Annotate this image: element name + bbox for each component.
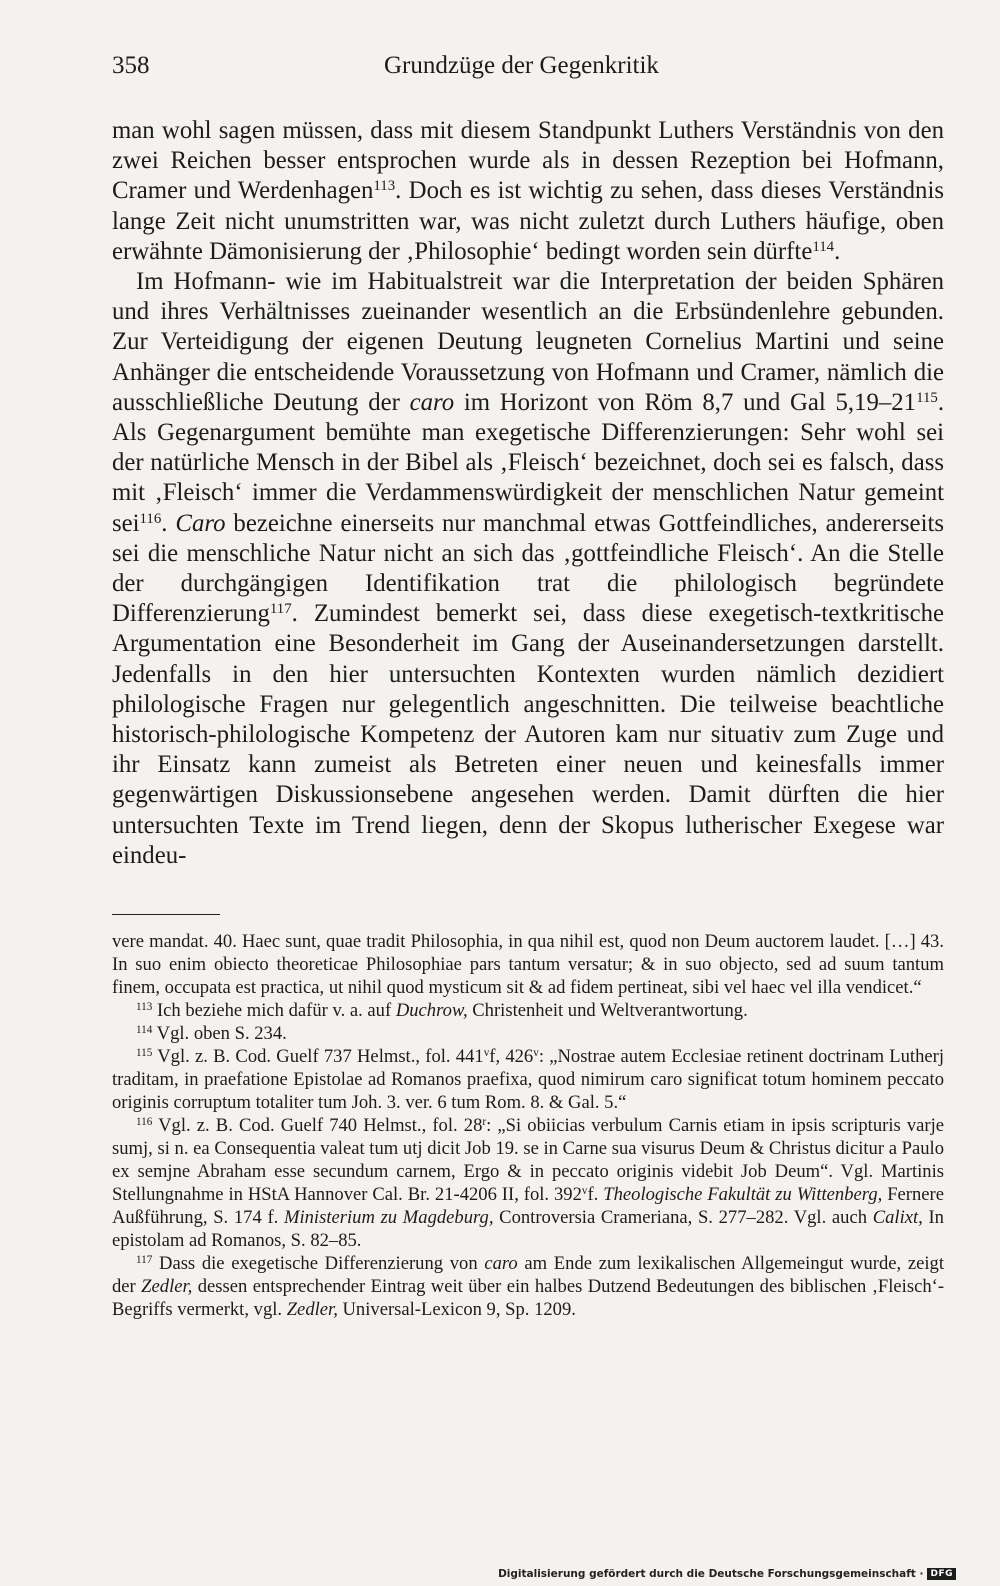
footnote-ref-114[interactable]: 114	[812, 238, 835, 255]
footnote-number: 114	[136, 1023, 153, 1036]
author-name: Duchrow,	[395, 1000, 468, 1021]
italic-term: caro	[409, 388, 455, 416]
page-header	[112, 52, 942, 88]
footnotes	[112, 930, 944, 1321]
paragraph-1	[112, 116, 944, 267]
footnote-115	[112, 1045, 944, 1114]
folio-side: v	[581, 1184, 588, 1197]
text-run: .	[161, 509, 176, 537]
text-run: : „Si obiicias verbulum Carnis etiam in ipsis scripturis varje sumj, si n. ea Consequentia valeat tum utj dicit Job 19. se in Carne sua visurus Deum & Christus dicitur a Paulo ex semjne Abraham esse secundum carnem, Ergo & in peccato originis videbit Job Deum“. Vgl. Martinis Stellungnahme in HStA Hannover Cal. Br. 21-4206 II, fol. 392	[112, 1115, 944, 1205]
footnote-116	[112, 1114, 944, 1252]
folio-side: v	[533, 1046, 539, 1059]
digitization-credit	[498, 1568, 956, 1580]
text-run: : „Nostrae autem Ecclesiae retinent doctrinam Lutherj traditam, in praefatione Epistolae ad Romanos praefixa, quod nimirum caro significat totum hominem peccato originis corruptum totaliter tum Joh. 3. ver. 6 tum Rom. 8. & Gal. 5.“	[112, 1046, 944, 1113]
text-run: Vgl. z. B. Cod. Guelf 740 Helmst., fol. 28	[152, 1115, 483, 1136]
footnote-number: 116	[136, 1115, 153, 1128]
main-text	[112, 116, 944, 871]
text-run: . Zumindest bemerkt sei, dass diese exegetisch-textkritische Argumentation eine Besonderheit im Gang der Auseinandersetzungen darstellt. Jedenfalls in den hier untersuchten Kontexten wurden nämlich dezidiert philologische Fragen nur gelegentlich angeschnitten. Die teilweise beachtliche historisch-philologische Kompetenz der Autoren kam nur situativ zum Zuge und ihr Einsatz kann zumeist als Betreten einer neuen und keinesfalls immer gegenwärtigen Diskussionsebene angesehen werden. Damit dürften die hier untersuchten Texte im Trend liegen, denn der Skopus lutherischer Exegese war eindeu-	[112, 600, 944, 869]
italic-source: Ministerium zu Magdeburg,	[283, 1207, 494, 1228]
author-name: Zedler,	[286, 1299, 338, 1320]
text-run: .	[834, 237, 841, 265]
text-run: f, 426	[489, 1046, 534, 1067]
running-title: Grundzüge der Gegenkritik	[384, 52, 659, 79]
footnote-ref-116[interactable]: 116	[139, 510, 162, 527]
text-run: dessen entsprechender Eintrag weit über ein halbes Dutzend Bedeutungen des biblischen ‚Fleisch‘-Begriffs vermerkt, vgl.	[112, 1276, 945, 1320]
author-name: Calixt,	[872, 1207, 923, 1228]
text-run: bezeichne einerseits nur manchmal etwas Gottfeindliches, andererseits sei die menschliche Natur nicht an sich das ‚gottfeindliche Fleisch‘. An die Stelle der durchgängigen Identifikation trat die philologisch begründete Differenzierung	[112, 509, 944, 628]
footnote-separator	[112, 914, 220, 915]
text-run: . Als Gegenargument bemühte man exegetische Differenzierungen: Sehr wohl sei der natürliche Mensch in der Bibel als ‚Fleisch‘ bezeichnet, doch sei es falsch, dass mit ‚Fleisch‘ immer die Verdammenswürdigkeit der menschlichen Natur gemeint sei	[112, 388, 945, 537]
footnote-number: 113	[136, 1000, 153, 1013]
italic-term: Caro	[175, 509, 226, 537]
paragraph-2	[112, 267, 944, 871]
footnote-ref-117[interactable]: 117	[269, 601, 292, 618]
footnote-114	[112, 1022, 944, 1045]
text-run: In epistolam ad Romanos, S. 82–85.	[112, 1207, 944, 1251]
footnote-113	[112, 999, 944, 1022]
text-run: Vgl. z. B. Cod. Guelf 737 Helmst., fol. 441	[152, 1046, 484, 1067]
page-number: 358	[112, 52, 150, 79]
author-name: Zedler,	[141, 1276, 193, 1297]
text-run: Dass die exegetische Differenzierung von	[152, 1253, 485, 1274]
dfg-logo: DFG	[927, 1568, 956, 1580]
footnote-number: 115	[136, 1046, 153, 1059]
footnote-number: 117	[136, 1253, 153, 1266]
text-run: Controversia Crameriana, S. 277–282. Vgl. auch	[493, 1207, 873, 1228]
italic-source: Theologische Fakultät zu Wittenberg,	[603, 1184, 883, 1205]
credit-text: Digitalisierung gefördert durch die Deutsche Forschungsgemeinschaft ·	[498, 1568, 924, 1580]
footnote-ref-113[interactable]: 113	[373, 178, 396, 195]
italic-term: caro	[484, 1253, 518, 1274]
footnote-continuation	[112, 930, 944, 999]
text-run: man wohl sagen müssen, dass mit diesem Standpunkt Luthers Verständnis von den zwei Reichen besser entsprochen wurde als in dessen Rezeption bei Hofmann, Cramer und Werdenhagen	[112, 117, 944, 205]
text-run: Vgl. oben S. 234.	[152, 1023, 287, 1044]
text-run: Im Hofmann- wie im Habitualstreit war die Interpretation der beiden Sphären und ihres Verhältnisses zueinander wesentlich an die Erbsündenlehre gebunden. Zur Verteidigung der eigenen Deutung leugneten Cornelius Martini und seine Anhänger die entscheidende Voraussetzung von Hofmann und Cramer, nämlich die ausschließliche Deutung der	[112, 268, 944, 416]
text-run: Fernere Außführung, S. 174 f.	[112, 1184, 944, 1228]
footnote-117	[112, 1252, 944, 1321]
text-run: vere mandat. 40. Haec sunt, quae tradit Philosophia, in qua nihil est, quod non Deum auctorem laudet. […] 43. In suo enim obiecto theoreticae Philosophiae pars tantum versatur; & in suo objecto, sed ad suum tantum finem, occupata est practica, ut nihil quod mysticum sit & ad fidem pertineat, sibi vel haec vel illa vendicet.“	[112, 931, 944, 998]
text-run: f.	[587, 1184, 604, 1205]
text-run: Christenheit und Weltverantwortung.	[467, 1000, 748, 1021]
text-run: Ich beziehe mich dafür v. a. auf	[152, 1000, 396, 1021]
text-run: . Doch es ist wichtig zu sehen, dass dieses Verständnis lange Zeit nicht unumstritten war, was nicht zuletzt durch Luthers häufige, oben erwähnte Dämonisierung der ‚Philosophie‘ bedingt worden sein dürfte	[112, 177, 944, 265]
text-run: im Horizont von Röm 8,7 und Gal 5,19–21	[454, 388, 917, 416]
footnote-ref-115[interactable]: 115	[916, 389, 938, 406]
text-run: am Ende zum lexikalischen Allgemeingut wurde, zeigt der	[112, 1253, 945, 1297]
folio-side: r	[482, 1115, 487, 1128]
folio-side: v	[483, 1046, 490, 1059]
text-run: Universal-Lexicon 9, Sp. 1209.	[337, 1299, 576, 1320]
